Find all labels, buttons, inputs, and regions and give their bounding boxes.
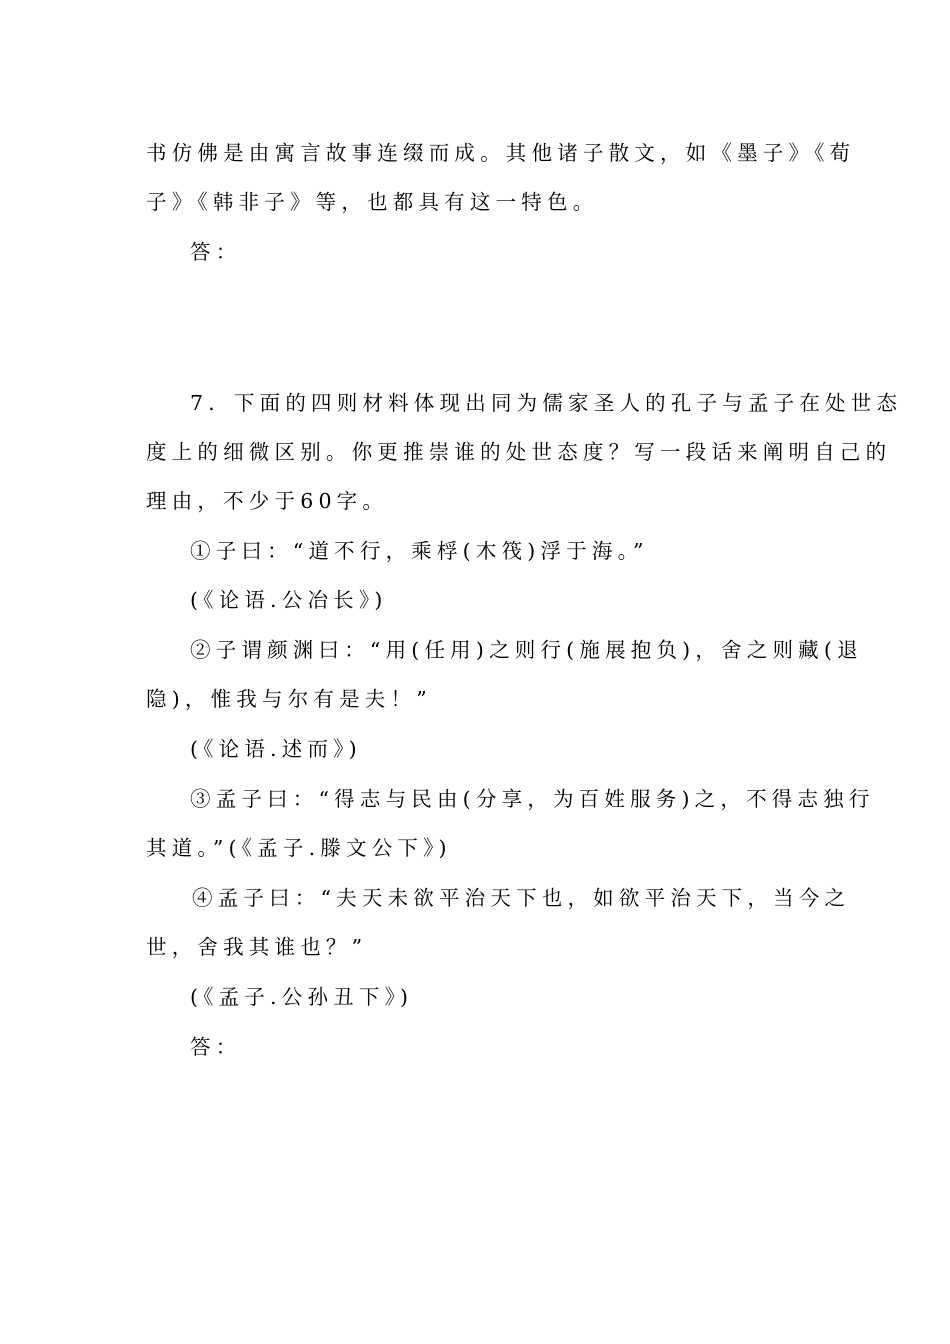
material-4-line-2: 世，舍我其谁也？” — [146, 935, 368, 959]
material-3-line-1: ③孟子曰：“得志与民由(分享，为百姓服务)之，不得志独行 — [190, 787, 875, 811]
prev-question-line-2: 子》《韩非子》等，也都具有这一特色。 — [146, 190, 599, 214]
question-7-answer-label: 答： — [190, 1035, 242, 1059]
material-2-line-1: ②子谓颜渊曰：“用(任用)之则行(施展抱负)，舍之则藏(退 — [190, 638, 863, 662]
question-7-prompt-line-2: 度上的细微区别。你更推崇谁的处世态度？写一段话来阐明自己的 — [146, 440, 892, 464]
material-1-line-1: ①子曰：“道不行，乘桴(木筏)浮于海。” — [190, 539, 649, 563]
question-7-prompt-line-1: 7．下面的四则材料体现出同为儒家圣人的孔子与孟子在处世态 — [190, 391, 903, 415]
material-2-source: (《论语.述而》) — [190, 737, 362, 761]
material-4-line-1: ④孟子曰：“夫天未欲平治天下也，如欲平治天下，当今之 — [192, 886, 851, 910]
question-7-prompt-line-3: 理由，不少于60字。 — [146, 489, 389, 513]
material-2-line-2: 隐)，惟我与尔有是夫！” — [146, 687, 432, 711]
prev-answer-label: 答： — [190, 240, 242, 264]
prev-question-line-1: 书仿佛是由寓言故事连缀而成。其他诸子散文，如《墨子》《荀 — [146, 141, 856, 165]
material-1-source: (《论语.公冶长》) — [190, 588, 388, 612]
material-4-source: (《孟子.公孙丑下》) — [190, 985, 414, 1009]
material-3-line-2: 其道。”(《孟子.滕文公下》) — [146, 836, 452, 860]
